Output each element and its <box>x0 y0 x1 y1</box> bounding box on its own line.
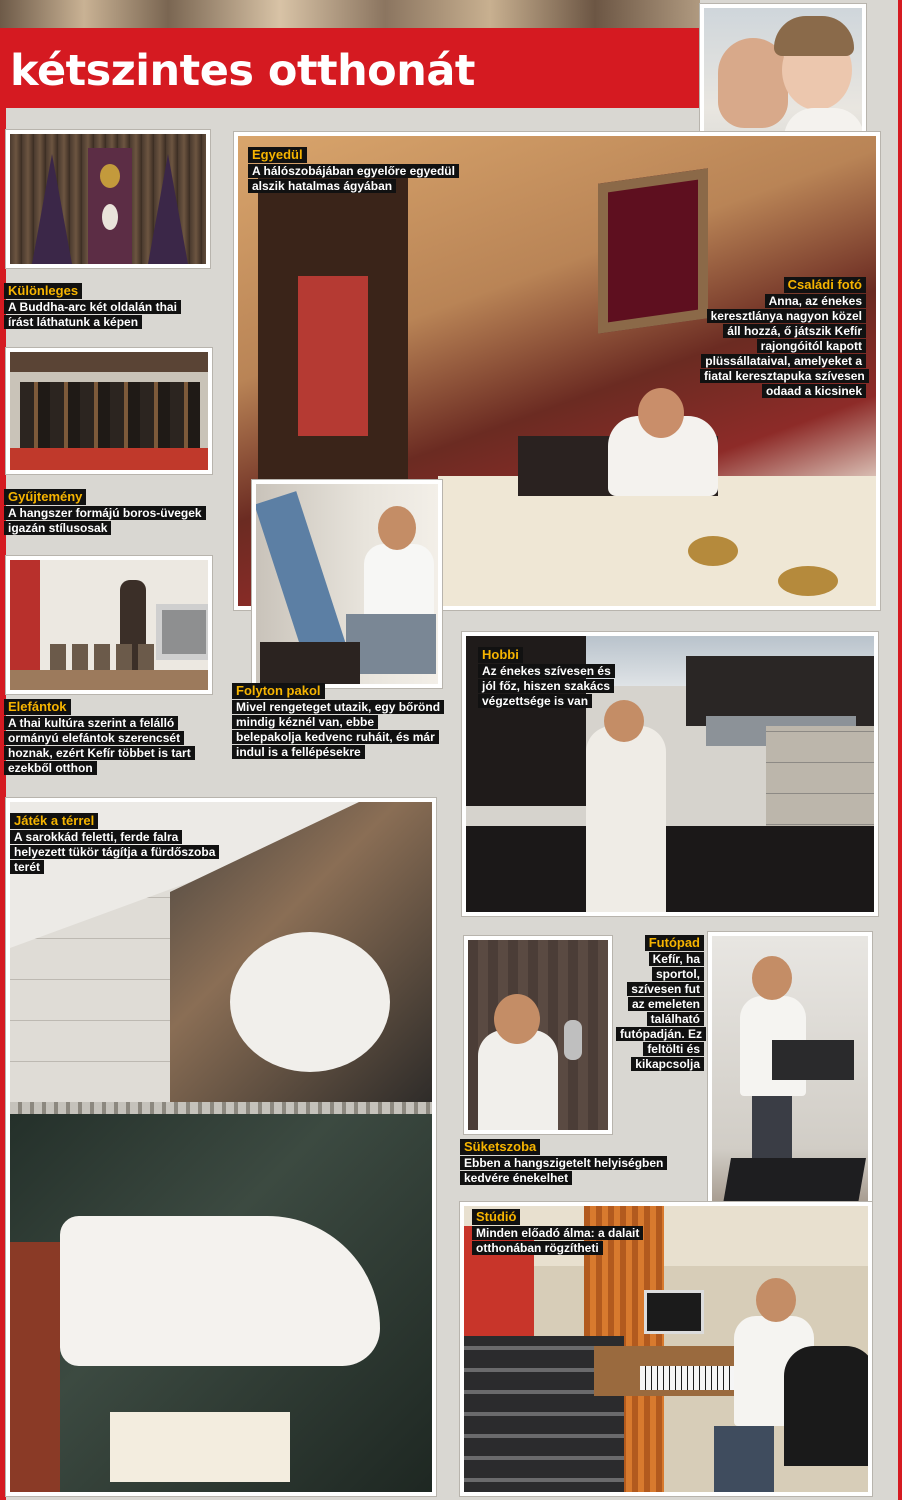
caption-folyton <box>232 682 442 760</box>
photo-packing <box>252 480 442 688</box>
caption-text: Kefír, ha sportol, szívesen fut az emeleten található futópadján. Ez feltölti és kikapcsolja <box>616 952 706 1071</box>
photo-buddha-panels <box>6 130 210 268</box>
caption-label: Gyűjtemény <box>4 489 86 505</box>
caption-text: Az énekes szívesen és jól főz, hiszen szakács végzettsége is van <box>478 664 615 708</box>
caption-label: Futópad <box>645 935 704 951</box>
caption-label: Folyton pakol <box>232 683 325 699</box>
caption-text: A hálószobájában egyelőre egyedül alszik hatalmas ágyában <box>248 164 459 193</box>
caption-text: A hangszer formájú boros-üvegek igazán stílusosak <box>4 506 206 535</box>
caption-suketszoba <box>460 1138 670 1186</box>
caption-text: Ebben a hangszigetelt helyiségben kedvére énekelhet <box>460 1156 667 1185</box>
caption-csaladi <box>700 276 866 399</box>
photo-bathroom <box>6 798 436 1496</box>
caption-jatek <box>10 812 230 875</box>
caption-hobbi <box>478 646 618 709</box>
top-photo-strip <box>0 0 700 28</box>
caption-text: Minden előadó álma: a dalait otthonában rögzítheti <box>472 1226 643 1255</box>
caption-text: Mivel rengeteget utazik, egy bőrönd mindig kéznél van, ebbe belepakolja kedvenc ruháit, és már indul is a fellépésekre <box>232 700 444 759</box>
caption-label: Játék a térrel <box>10 813 98 829</box>
caption-futopad <box>616 934 704 1072</box>
caption-label: Egyedül <box>248 147 307 163</box>
caption-text: Anna, az énekes keresztlánya nagyon közel áll hozzá, ő játszik Kefír rajongóitól kapott plüssállataival, amelyeket a fiatal keresztapuka szívesen odaad a kicsinek <box>700 294 869 398</box>
caption-elefantok <box>4 698 204 776</box>
caption-label: Süketszoba <box>460 1139 540 1155</box>
photo-elephants <box>6 556 212 694</box>
caption-label: Stúdió <box>472 1209 520 1225</box>
photo-bottles <box>6 348 212 474</box>
photo-sound-booth <box>464 936 612 1134</box>
caption-studio <box>472 1208 692 1256</box>
caption-text: A thai kultúra szerint a felálló ormányú elefántok szerencsét hoznak, ezért Kefír többet is tart ezekből otthon <box>4 716 195 775</box>
caption-kulonleges <box>4 282 204 330</box>
caption-label: Családi fotó <box>784 277 866 293</box>
photo-treadmill <box>708 932 872 1244</box>
caption-label: Elefántok <box>4 699 71 715</box>
caption-egyedul <box>248 146 488 194</box>
caption-gyujtemeny <box>4 488 204 536</box>
caption-label: Hobbi <box>478 647 523 663</box>
headline: kétszintes otthonát <box>10 46 475 96</box>
caption-text: A Buddha-arc két oldalán thai írást láthatunk a képen <box>4 300 181 329</box>
caption-text: A sarokkád feletti, ferde falra helyezett tükör tágítja a fürdőszoba terét <box>10 830 219 874</box>
caption-label: Különleges <box>4 283 82 299</box>
